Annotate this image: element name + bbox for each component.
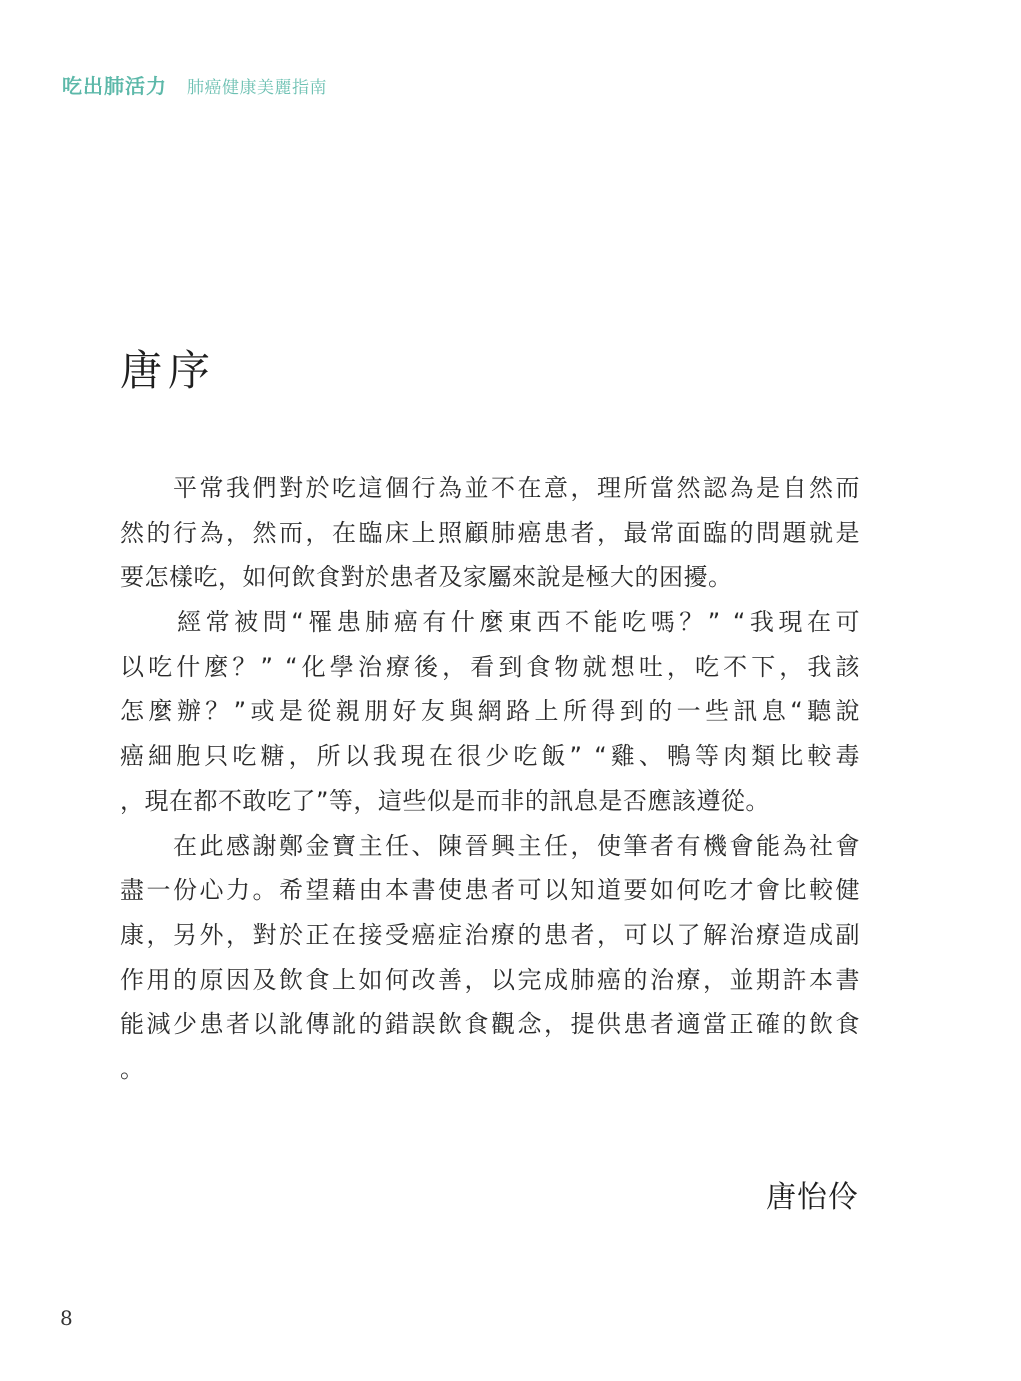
text-line: ，現在都不敢吃了”等，這些似是而非的訊息是否應該遵從。 xyxy=(120,786,770,815)
text-line: 怎麼辦？”或是從親朋好友與網路上所得到的一些訊息“聽說 xyxy=(120,697,860,726)
text-line: 平常我們對於吃這個行為並不在意，理所當然認為是自然而 xyxy=(120,474,860,502)
text-line: 以吃什麼？” “化學治療後，看到食物就想吐，吃不下，我該 xyxy=(120,652,860,681)
chapter-title: 唐序 xyxy=(120,346,217,395)
text-line: 經常被問“罹患肺癌有什麼東西不能吃嗎？” “我現在可 xyxy=(120,608,860,637)
text-line: 。 xyxy=(120,1054,145,1083)
book-title: 吃出肺活力 xyxy=(62,74,167,98)
text-line: 要怎樣吃，如何飲食對於患者及家屬來說是極大的困擾。 xyxy=(120,563,733,592)
text-line: 然的行為，然而，在臨床上照顧肺癌患者，最常面臨的問題就是 xyxy=(120,518,860,547)
text-line: 作用的原因及飲食上如何改善，以完成肺癌的治療，並期許本書 xyxy=(120,965,860,994)
preface-body xyxy=(120,466,860,1092)
text-line: 能減少患者以訛傳訛的錯誤飲食觀念，提供患者適當正確的飲食 xyxy=(120,1010,860,1039)
running-header xyxy=(62,70,327,100)
text-line: 康，另外，對於正在接受癌症治療的患者，可以了解治療造成副 xyxy=(120,920,860,949)
book-subtitle: 肺癌健康美麗指南 xyxy=(187,78,327,98)
author-signature: 唐怡伶 xyxy=(766,1180,859,1215)
text-line: 癌細胞只吃糖，所以我現在很少吃飯” “雞、鴨等肉類比較毒 xyxy=(120,742,860,771)
text-line: 盡一份心力。希望藉由本書使患者可以知道要如何吃才會比較健 xyxy=(120,876,860,905)
page-number: 8 xyxy=(60,1306,73,1330)
text-line: 在此感謝鄭金寶主任、陳晉興主任，使筆者有機會能為社會 xyxy=(120,831,860,860)
